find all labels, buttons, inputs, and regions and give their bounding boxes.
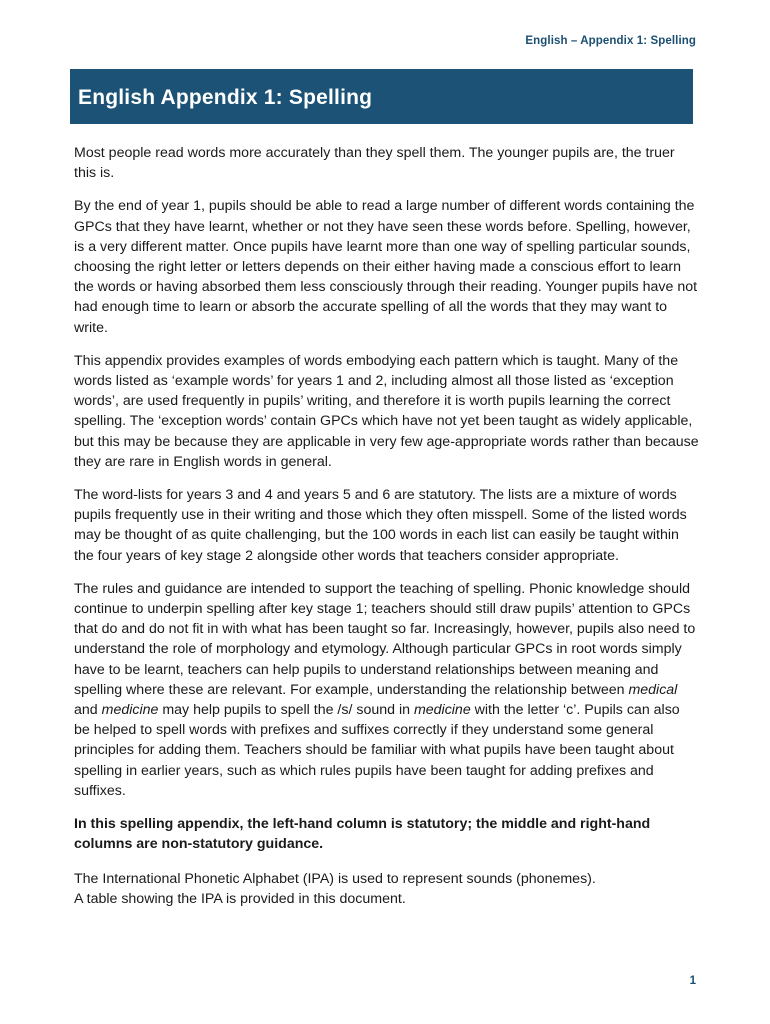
paragraph-rules-guidance: [74, 579, 699, 801]
running-header: English – Appendix 1: Spelling: [525, 35, 696, 47]
text-segment: with the letter ‘c’. Pupils can also be helped to spell words with prefixes and suffixes correctly if they understand some general principles for adding them. Teachers should be familiar with what pupils have been taught about spelling in earlier years, such as which rules pupils have been taught for adding prefixes and suffixes.: [74, 702, 680, 799]
emphasis-medical: medical: [628, 681, 678, 698]
text-segment: and: [74, 702, 102, 719]
document-body: [74, 143, 699, 922]
paragraph-word-lists: The word-lists for years 3 and 4 and years 5 and 6 are statutory. The lists are a mixture of words pupils frequently use in their writing and those which they often misspell. Some of the listed words may be thought of as quite challenging, but the 100 words in each list can easily be taught within the four years of key stage 2 alongside other words that teachers consider appropriate.: [74, 487, 687, 564]
emphasis-medicine: medicine: [101, 702, 159, 719]
text-segment: The rules and guidance are intended to support the teaching of spelling. Phonic knowledge should continue to underpin spelling after key stage 1; teachers should still draw pupils’ attention to GPCs that do and do not fit in with what has been taught so far. Increasingly, however, pupils also need to understand the role of morphology and etymology. Although particular GPCs in root words simply have to be learnt, teachers can help pupils to understand relationships between meaning and spelling where these are relevant. For example, understanding the relationship between: [74, 580, 696, 698]
page-number: 1: [689, 975, 696, 987]
emphasis-medicine: medicine: [413, 702, 471, 719]
paragraph-ipa: [74, 869, 699, 909]
text-segment: may help pupils to spell the /s/ sound in: [158, 702, 414, 719]
ipa-line-1: The International Phonetic Alphabet (IPA) is used to represent sounds (phonemes).: [74, 870, 596, 887]
paragraph-year1: By the end of year 1, pupils should be able to read a large number of different words containing the GPCs that they have learnt, whether or not they have seen these words before. Spelling, however, is a very different matter. Once pupils have learnt more than one way of spelling particular sounds, choosing the right letter or letters depends on their either having made a conscious effort to learn the words or having absorbed them less consciously through their reading. Younger pupils have not had enough time to learn or absorb the accurate spelling of all the words that they may want to write.: [74, 198, 698, 336]
paragraph-intro: Most people read words more accurately than they spell them. The younger pupils are, the truer this is.: [74, 145, 675, 182]
paragraph-appendix-purpose: This appendix provides examples of words embodying each pattern which is taught. Many of the words listed as ‘example words’ for years 1 and 2, including almost all those listed as ‘exception words’, are used frequently in pupils’ writing, and therefore it is worth pupils learning the correct spelling. The ‘exception words’ contain GPCs which have not yet been taught as widely applicable, but this may be because they are applicable in very few age-appropriate words rather than because they are rare in English words in general.: [74, 352, 699, 470]
title-banner: [70, 69, 693, 124]
ipa-line-2: A table showing the IPA is provided in this document.: [74, 890, 406, 907]
paragraph-statutory-note: In this spelling appendix, the left-hand column is statutory; the middle and right-hand columns are non-statutory guidance.: [74, 816, 651, 853]
page-title: English Appendix 1: Spelling: [78, 85, 373, 109]
